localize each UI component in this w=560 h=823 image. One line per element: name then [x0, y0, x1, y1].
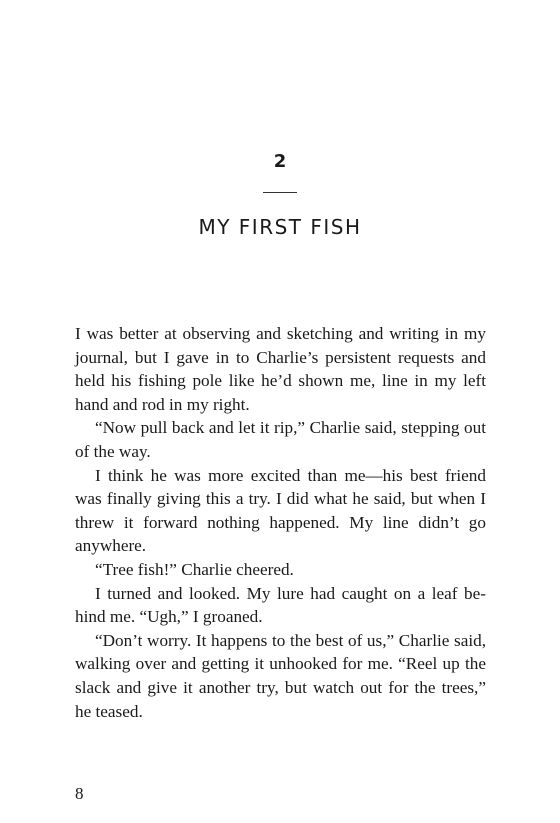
page-number: 8 [75, 784, 84, 803]
chapter-divider [263, 192, 297, 193]
chapter-title: MY FIRST FISH [198, 215, 362, 239]
paragraph: I turned and looked. My lure had caught on a leaf behind me. “Ugh,” I groaned. [75, 583, 486, 627]
paragraph: “Tree fish!” Charlie cheered. [95, 559, 294, 579]
body-text [75, 322, 486, 723]
paragraph: “Now pull back and let it rip,” Charlie said, stepping out of the way. [75, 418, 486, 461]
paragraph: “Don’t worry. It happens to the best of us,” Charlie said, walking over and getting it unhooked for me. “Reel up the slack and give it another try, but watch out for the trees,” he teased. [75, 630, 486, 721]
paragraph: I think he was more excited than me—his best friend was finally giving this a try. I did what he said, but when I threw it forward nothing happened. My line didn’t go anywhere. [75, 465, 486, 556]
chapter-number: 2 [273, 151, 287, 172]
paragraph: I was better at observing and sketching and writing in my journal, but I gave in to Charlie’s persistent requests and held his fishing pole like he’d shown me, line in my left hand and rod in my right. [75, 324, 486, 414]
